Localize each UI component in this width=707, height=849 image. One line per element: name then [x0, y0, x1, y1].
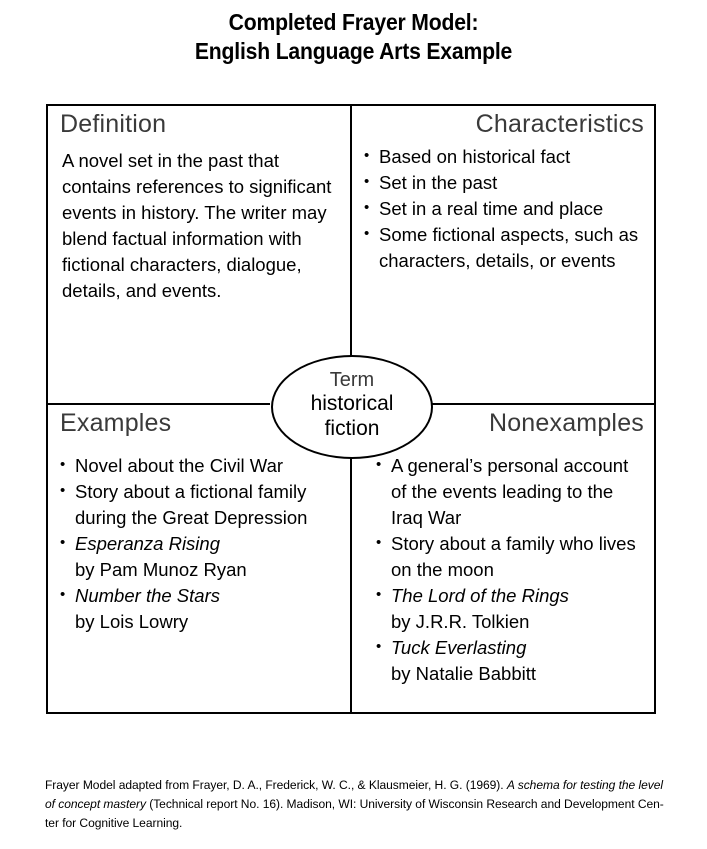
- book-title: The Lord of the Rings: [391, 585, 569, 606]
- quadrant-examples-heading: Examples: [60, 409, 172, 437]
- list-item-text: Story about a fictional family during the Great Depression: [75, 481, 308, 528]
- book-author: by J.R.R. Tolkien: [391, 611, 530, 632]
- page-title-line-2: English Language Arts Example: [194, 38, 513, 64]
- citation-line-1-plain: Frayer Model adapted from Frayer, D. A., Frederick, W. C., & Klausmeier, H. G. (1969).: [45, 778, 507, 792]
- quadrant-examples-body: [48, 437, 350, 635]
- quadrant-nonexamples-body: [352, 437, 656, 687]
- book-title: Esperanza Rising: [75, 533, 220, 554]
- list-item: [374, 635, 642, 687]
- quadrant-examples: [48, 405, 350, 714]
- citation-line-1: [45, 776, 664, 795]
- book-author: by Pam Munoz Ryan: [75, 559, 247, 580]
- list-item: • Based on historical fact: [362, 144, 642, 170]
- quadrant-definition-heading: Definition: [60, 110, 167, 138]
- characteristics-list: [362, 144, 642, 274]
- frayer-model-diagram: [46, 104, 656, 714]
- list-item-text: Story about a family who lives on the moon: [391, 533, 636, 580]
- examples-list: [58, 453, 336, 635]
- citation-line-2-plain: (Technical report No. 16). Madison, WI: University of Wisconsin Research and Development Cen-: [145, 797, 664, 811]
- nonexamples-list: [374, 453, 642, 687]
- list-item: [58, 583, 336, 635]
- list-item-text: A general’s personal account of the events leading to the Iraq War: [391, 455, 629, 528]
- page-title: [28, 8, 678, 66]
- quadrant-nonexamples-heading: Nonexamples: [488, 409, 644, 437]
- definition-text: A novel set in the past that contains references to significant events in history. The writer may blend factual information with fictional characters, dialogue, details, and events.: [62, 150, 332, 301]
- term-value-line-1: historical: [310, 392, 394, 415]
- list-item: [58, 531, 336, 583]
- book-author: by Lois Lowry: [75, 611, 189, 632]
- term-value-line-2: fiction: [324, 417, 380, 440]
- citation-line-1-italic: A schema for testing the level: [506, 778, 664, 792]
- term-label: Term: [329, 369, 375, 391]
- list-item: [58, 453, 336, 479]
- term-oval: [271, 355, 433, 459]
- quadrant-nonexamples: [352, 405, 656, 714]
- quadrant-definition: [48, 106, 350, 403]
- list-item: [58, 479, 336, 531]
- list-item-text: Novel about the Civil War: [75, 455, 284, 476]
- list-item: • Set in the past: [362, 170, 642, 196]
- book-title: Tuck Everlasting: [391, 637, 527, 658]
- book-author: by Natalie Babbitt: [391, 663, 537, 684]
- list-item: • Some fictional aspects, such as characters, details, or events: [362, 222, 642, 274]
- quadrant-definition-body: [48, 138, 350, 304]
- citation-line-3: ter for Cognitive Learning.: [45, 816, 183, 830]
- quadrant-characteristics-body: [352, 138, 656, 274]
- list-item: [374, 453, 642, 531]
- citation-footnote: [45, 776, 664, 833]
- citation-line-2: [45, 795, 664, 814]
- quadrant-characteristics: [352, 106, 656, 403]
- citation-line-2-italic: of concept mastery: [45, 797, 146, 811]
- list-item: [374, 531, 642, 583]
- list-item: [374, 583, 642, 635]
- quadrant-characteristics-heading: Characteristics: [475, 110, 644, 138]
- book-title: Number the Stars: [75, 585, 220, 606]
- list-item: • Set in a real time and place: [362, 196, 642, 222]
- page-title-line-1: Completed Frayer Model:: [228, 9, 479, 35]
